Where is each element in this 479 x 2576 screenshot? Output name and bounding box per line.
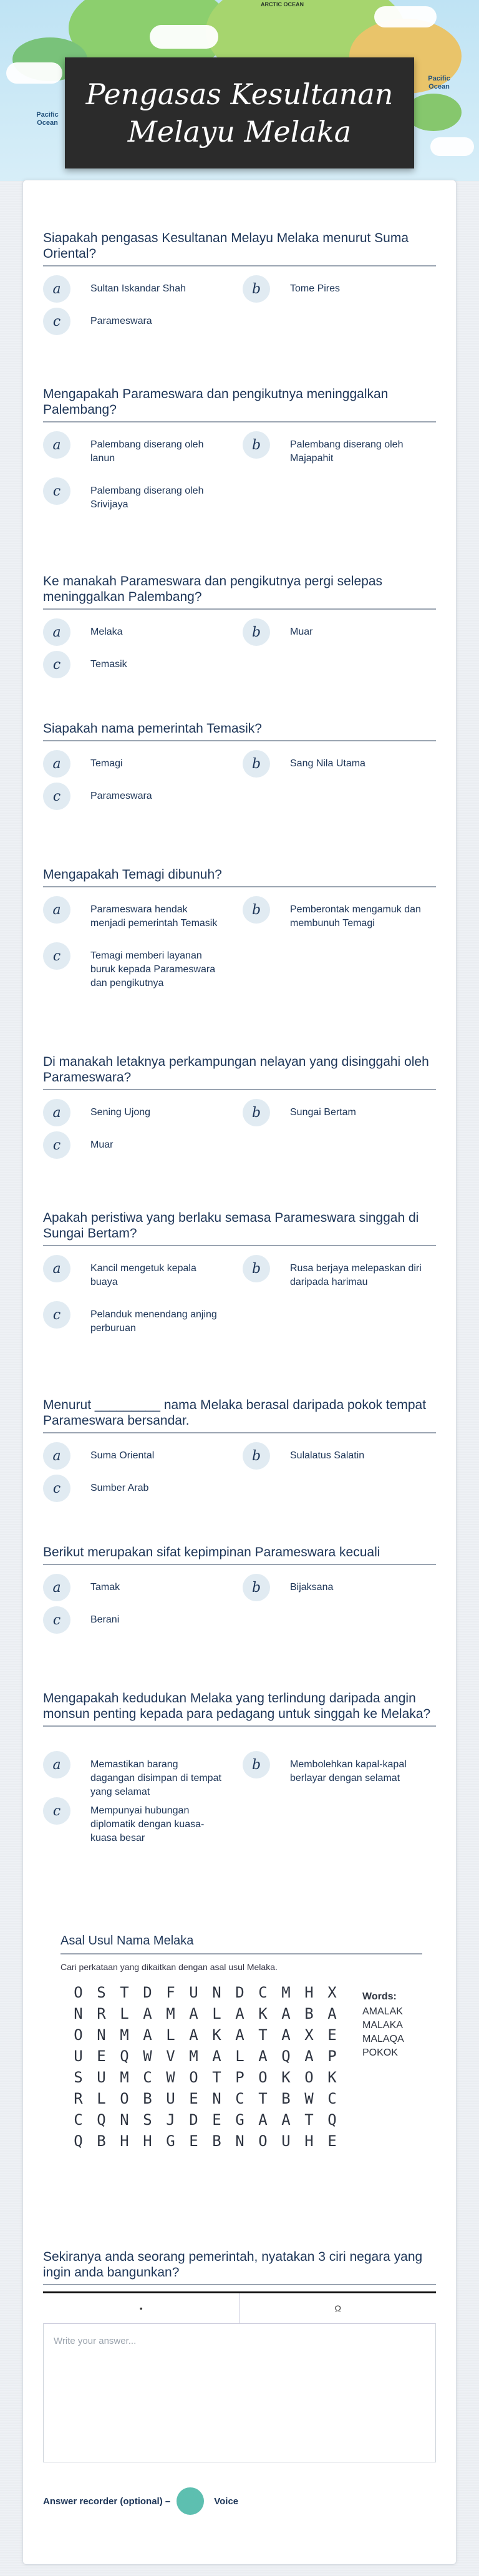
- grid-letter[interactable]: E: [189, 2132, 198, 2150]
- grid-letter[interactable]: Q: [120, 2047, 129, 2065]
- question-block: [43, 230, 436, 329]
- answer-option-c[interactable]: [43, 942, 224, 990]
- page-title: Pengasas Kesultanan Melayu Melaka: [85, 77, 394, 149]
- question-block: [43, 721, 436, 804]
- grid-letter[interactable]: A: [235, 2026, 244, 2044]
- option-text: Parameswara: [90, 791, 152, 801]
- grid-row: [67, 2111, 344, 2132]
- grid-letter[interactable]: L: [120, 2005, 129, 2022]
- word-item: MALAKA: [362, 2020, 403, 2031]
- ocean-label: Pacific Ocean: [36, 111, 59, 127]
- grid-letter[interactable]: W: [143, 2047, 152, 2065]
- grid-letter[interactable]: V: [166, 2047, 175, 2065]
- grid-letter[interactable]: P: [327, 2047, 337, 2065]
- cloud-icon: [6, 62, 62, 84]
- grid-letter[interactable]: K: [258, 2005, 268, 2022]
- option-letter-badge: a: [43, 1255, 70, 1282]
- question-block: [43, 1397, 436, 1496]
- grid-letter[interactable]: D: [189, 2111, 198, 2129]
- option-text: Bijaksana: [290, 1582, 334, 1593]
- option-letter-badge: b: [243, 431, 270, 459]
- option-letter-badge: b: [243, 1255, 270, 1282]
- option-letter-badge: a: [43, 1442, 70, 1470]
- option-text: Sang Nila Utama: [290, 758, 365, 769]
- option-letter-badge: a: [43, 618, 70, 646]
- grid-letter[interactable]: N: [74, 2005, 83, 2022]
- option-letter-badge: c: [43, 1606, 70, 1634]
- grid-letter[interactable]: L: [97, 2090, 106, 2107]
- grid-row: [67, 1984, 344, 2005]
- grid-letter[interactable]: U: [281, 2132, 291, 2150]
- grid-letter[interactable]: M: [166, 2005, 175, 2022]
- grid-letter[interactable]: C: [235, 2090, 244, 2107]
- option-text: Kancil mengetuk kepala buaya: [90, 1263, 196, 1287]
- grid-letter[interactable]: U: [97, 2069, 106, 2086]
- answer-option-a[interactable]: [43, 275, 224, 303]
- option-text: Temagi memberi layanan buruk kepada Parameswara dan pengikutnya: [90, 950, 216, 988]
- option-letter-badge: c: [43, 651, 70, 678]
- grid-letter[interactable]: H: [120, 2132, 129, 2150]
- question-text: Mengapakah Parameswara dan pengikutnya meninggalkan Palembang?: [43, 387, 389, 417]
- grid-letter[interactable]: A: [304, 2047, 314, 2065]
- grid-letter[interactable]: A: [189, 2026, 198, 2044]
- question-block: [43, 867, 436, 988]
- answer-option-a[interactable]: [43, 1751, 224, 1799]
- option-letter-badge: a: [43, 1751, 70, 1778]
- question-block: [43, 386, 436, 510]
- option-letter-badge: c: [43, 308, 70, 335]
- record-voice-button[interactable]: [177, 2487, 204, 2515]
- divider: [43, 1089, 436, 1090]
- grid-letter[interactable]: P: [235, 2069, 244, 2086]
- answer-option-c[interactable]: [43, 1797, 224, 1845]
- answer-option-a[interactable]: [43, 750, 224, 778]
- option-letter-badge: c: [43, 1797, 70, 1825]
- divider: [43, 421, 436, 422]
- letter-grid[interactable]: [67, 1984, 344, 2154]
- grid-letter[interactable]: E: [212, 2111, 221, 2129]
- grid-letter[interactable]: C: [74, 2111, 83, 2129]
- grid-letter[interactable]: H: [304, 1984, 314, 2001]
- grid-letter[interactable]: O: [74, 1984, 83, 2001]
- answer-textarea[interactable]: [43, 2323, 436, 2462]
- divider: [43, 1725, 436, 1727]
- answer-option-c[interactable]: [43, 1475, 224, 1502]
- answer-option-b[interactable]: [243, 618, 423, 646]
- option-text: Muar: [90, 1139, 114, 1150]
- grid-letter[interactable]: R: [97, 2005, 106, 2022]
- grid-letter[interactable]: T: [258, 2090, 268, 2107]
- open-question: [43, 2249, 436, 2285]
- grid-letter[interactable]: T: [304, 2111, 314, 2129]
- question-text: Menurut _________ nama Melaka berasal daripada pokok tempat Parameswara bersandar.: [43, 1398, 427, 1428]
- grid-letter[interactable]: B: [281, 2090, 291, 2107]
- answer-option-b[interactable]: [243, 750, 423, 778]
- grid-row: [67, 2132, 344, 2154]
- grid-letter[interactable]: A: [258, 2111, 268, 2129]
- grid-row: [67, 2047, 344, 2069]
- ocean-label: Pacific Ocean: [428, 75, 450, 90]
- word-item: AMALAK: [362, 2006, 403, 2017]
- grid-row: [67, 2090, 344, 2111]
- divider: [43, 1245, 436, 1246]
- editor-toolbar: [43, 2291, 436, 2324]
- grid-letter[interactable]: A: [189, 2005, 198, 2022]
- option-text: Palembang diserang oleh lanun: [90, 439, 204, 464]
- question-text: Sekiranya anda seorang pemerintah, nyatakan 3 ciri negara yang ingin anda bangunkan?: [43, 2250, 423, 2280]
- grid-letter[interactable]: A: [235, 2005, 244, 2022]
- option-text: Pelanduk menendang anjing perburuan: [90, 1309, 217, 1334]
- grid-letter[interactable]: W: [166, 2069, 175, 2086]
- grid-letter[interactable]: Q: [281, 2047, 291, 2065]
- grid-letter[interactable]: A: [281, 2005, 291, 2022]
- option-letter-badge: b: [243, 1574, 270, 1601]
- option-letter-badge: a: [43, 1099, 70, 1126]
- grid-letter[interactable]: A: [143, 2026, 152, 2044]
- option-letter-badge: a: [43, 1574, 70, 1601]
- option-letter-badge: b: [243, 618, 270, 646]
- grid-letter[interactable]: L: [166, 2026, 175, 2044]
- grid-letter[interactable]: O: [304, 2069, 314, 2086]
- divider: [43, 608, 436, 610]
- answer-option-a[interactable]: [43, 1099, 224, 1126]
- option-text: Sening Ujong: [90, 1107, 151, 1118]
- option-text: Suma Oriental: [90, 1450, 155, 1461]
- bullet-list-button[interactable]: •: [139, 2303, 143, 2313]
- word-list-label: Words:: [362, 1991, 397, 2002]
- header-banner: [0, 0, 479, 181]
- grid-letter[interactable]: X: [327, 1984, 337, 2001]
- grid-letter[interactable]: H: [304, 2132, 314, 2150]
- answer-option-b[interactable]: [243, 1255, 423, 1289]
- answer-option-c[interactable]: [43, 1301, 224, 1335]
- grid-letter[interactable]: N: [235, 2132, 244, 2150]
- grid-letter[interactable]: B: [212, 2132, 221, 2150]
- word-item: MALAQA: [362, 2034, 404, 2044]
- grid-letter[interactable]: B: [143, 2090, 152, 2107]
- grid-letter[interactable]: L: [235, 2047, 244, 2065]
- option-text: Sultan Iskandar Shah: [90, 283, 186, 294]
- grid-letter[interactable]: R: [74, 2090, 83, 2107]
- grid-letter[interactable]: A: [281, 2026, 291, 2044]
- word-list: [362, 1991, 404, 2060]
- answer-option-a[interactable]: [43, 431, 224, 466]
- grid-letter[interactable]: X: [304, 2026, 314, 2044]
- word-search-hint: Cari perkataan yang dikaitkan dengan asal usul Melaka.: [60, 1962, 278, 1972]
- grid-letter[interactable]: G: [166, 2132, 175, 2150]
- grid-letter[interactable]: K: [281, 2069, 291, 2086]
- divider: [60, 1953, 422, 1954]
- grid-letter[interactable]: D: [235, 1984, 244, 2001]
- grid-letter[interactable]: A: [327, 2005, 337, 2022]
- option-letter-badge: b: [243, 896, 270, 924]
- option-text: Sungai Bertam: [290, 1107, 356, 1118]
- option-text: Muar: [290, 627, 313, 637]
- answer-option-c[interactable]: [43, 1131, 224, 1159]
- grid-letter[interactable]: E: [327, 2026, 337, 2044]
- grid-letter[interactable]: B: [97, 2132, 106, 2150]
- word-search: [60, 1934, 435, 2150]
- grid-letter[interactable]: C: [258, 1984, 268, 2001]
- answer-placeholder: Write your answer...: [54, 2336, 137, 2346]
- grid-letter[interactable]: O: [258, 2132, 268, 2150]
- option-letter-badge: b: [243, 275, 270, 303]
- worksheet: [22, 180, 457, 2565]
- grid-letter[interactable]: J: [166, 2111, 175, 2129]
- option-text: Rusa berjaya melepaskan diri daripada harimau: [290, 1263, 422, 1287]
- grid-letter[interactable]: A: [143, 2005, 152, 2022]
- answer-option-c[interactable]: [43, 651, 224, 678]
- grid-letter[interactable]: A: [258, 2047, 268, 2065]
- answer-option-c[interactable]: [43, 308, 224, 335]
- option-text: Palembang diserang oleh Srivijaya: [90, 485, 204, 510]
- answer-option-b[interactable]: [243, 431, 423, 466]
- question-text: Mengapakah kedudukan Melaka yang terlindung daripada angin monsun penting kepada para pedagang untuk singgah ke Melaka?: [43, 1691, 431, 1721]
- divider: [43, 1432, 436, 1433]
- answer-option-a[interactable]: [43, 618, 224, 646]
- grid-letter[interactable]: D: [143, 1984, 152, 2001]
- grid-letter[interactable]: C: [327, 2090, 337, 2107]
- cloud-icon: [430, 137, 474, 156]
- question-block: [43, 1690, 436, 1843]
- grid-letter[interactable]: M: [281, 1984, 291, 2001]
- grid-letter[interactable]: N: [120, 2111, 129, 2129]
- question-block: [43, 1544, 436, 1628]
- answer-recorder: [43, 2487, 238, 2515]
- grid-letter[interactable]: S: [74, 2069, 83, 2086]
- option-text: Membolehkan kapal-kapal berlayar dengan selamat: [290, 1759, 407, 1783]
- option-text: Temagi: [90, 758, 123, 769]
- option-letter-badge: b: [243, 1751, 270, 1778]
- question-text: Apakah peristiwa yang berlaku semasa Parameswara singgah di Sungai Bertam?: [43, 1211, 419, 1241]
- answer-option-b[interactable]: [243, 1751, 423, 1785]
- map-label: ARCTIC OCEAN: [261, 1, 304, 7]
- answer-option-b[interactable]: [243, 1442, 423, 1470]
- answer-option-a[interactable]: [43, 1574, 224, 1601]
- answer-option-b[interactable]: [243, 1574, 423, 1601]
- grid-letter[interactable]: U: [74, 2047, 83, 2065]
- answer-option-b[interactable]: [243, 1099, 423, 1126]
- grid-letter[interactable]: Q: [74, 2132, 83, 2150]
- option-letter-badge: b: [243, 750, 270, 778]
- option-letter-badge: a: [43, 275, 70, 303]
- grid-letter[interactable]: E: [189, 2090, 198, 2107]
- word-search-title: Asal Usul Nama Melaka: [60, 1934, 194, 1948]
- answer-option-c[interactable]: [43, 783, 224, 810]
- grid-letter[interactable]: E: [327, 2132, 337, 2150]
- option-text: Palembang diserang oleh Majapahit: [290, 439, 404, 464]
- grid-letter[interactable]: K: [327, 2069, 337, 2086]
- divider: [43, 740, 436, 741]
- grid-row: [67, 2005, 344, 2026]
- grid-letter[interactable]: W: [304, 2090, 314, 2107]
- grid-letter[interactable]: C: [143, 2069, 152, 2086]
- question-text: Siapakah nama pemerintah Temasik?: [43, 721, 262, 736]
- option-text: Tome Pires: [290, 283, 341, 294]
- answer-option-a[interactable]: [43, 1442, 224, 1470]
- grid-letter[interactable]: B: [304, 2005, 314, 2022]
- option-letter-badge: c: [43, 783, 70, 810]
- voice-label: Voice: [214, 2496, 239, 2507]
- option-letter-badge: a: [43, 896, 70, 924]
- grid-letter[interactable]: T: [258, 2026, 268, 2044]
- grid-letter[interactable]: N: [212, 1984, 221, 2001]
- grid-letter[interactable]: Q: [97, 2111, 106, 2129]
- grid-letter[interactable]: T: [120, 1984, 129, 2001]
- grid-letter[interactable]: K: [212, 2026, 221, 2044]
- grid-letter[interactable]: U: [189, 1984, 198, 2001]
- option-text: Sulalatus Salatin: [290, 1450, 365, 1461]
- grid-letter[interactable]: A: [281, 2111, 291, 2129]
- option-letter-badge: c: [43, 1475, 70, 1502]
- grid-letter[interactable]: O: [74, 2026, 83, 2044]
- grid-letter[interactable]: Q: [327, 2111, 337, 2129]
- answer-option-a[interactable]: [43, 896, 224, 930]
- option-text: Pemberontak mengamuk dan membunuh Temagi: [290, 904, 421, 929]
- question-block: [43, 573, 436, 673]
- answer-option-c[interactable]: [43, 477, 224, 512]
- option-letter-badge: c: [43, 1131, 70, 1159]
- option-text: Mempunyai hubungan diplomatik dengan kuasa-kuasa besar: [90, 1805, 205, 1843]
- grid-letter[interactable]: N: [97, 2026, 106, 2044]
- option-text: Berani: [90, 1614, 120, 1625]
- option-text: Tamak: [90, 1582, 120, 1593]
- grid-letter[interactable]: A: [212, 2047, 221, 2065]
- option-text: Sumber Arab: [90, 1483, 149, 1493]
- divider: [43, 265, 436, 266]
- grid-letter[interactable]: U: [166, 2090, 175, 2107]
- grid-letter[interactable]: E: [97, 2047, 106, 2065]
- grid-letter[interactable]: M: [189, 2047, 198, 2065]
- grid-letter[interactable]: O: [120, 2090, 129, 2107]
- question-block: [43, 1210, 436, 1334]
- divider: [43, 1564, 436, 1565]
- question-text: Berikut merupakan sifat kepimpinan Parameswara kecuali: [43, 1545, 380, 1559]
- option-text: Parameswara: [90, 316, 152, 326]
- cloud-icon: [150, 25, 218, 49]
- question-text: Ke manakah Parameswara dan pengikutnya pergi selepas meninggalkan Palembang?: [43, 574, 383, 604]
- answer-option-b[interactable]: [243, 275, 423, 303]
- grid-letter[interactable]: O: [189, 2069, 198, 2086]
- grid-letter[interactable]: S: [97, 1984, 106, 2001]
- option-letter-badge: a: [43, 431, 70, 459]
- option-letter-badge: c: [43, 1301, 70, 1329]
- option-text: Temasik: [90, 659, 127, 670]
- option-text: Memastikan barang dagangan disimpan di tempat yang selamat: [90, 1759, 221, 1797]
- grid-letter[interactable]: G: [235, 2111, 244, 2129]
- cloud-icon: [374, 6, 437, 27]
- grid-letter[interactable]: M: [120, 2069, 129, 2086]
- option-letter-badge: b: [243, 1442, 270, 1470]
- option-text: Melaka: [90, 627, 123, 637]
- question-text: Di manakah letaknya perkampungan nelayan yang disinggahi oleh Parameswara?: [43, 1055, 429, 1085]
- option-letter-badge: c: [43, 942, 70, 970]
- grid-letter[interactable]: N: [212, 2090, 221, 2107]
- option-letter-badge: a: [43, 750, 70, 778]
- option-text: Parameswara hendak menjadi pemerintah Temasik: [90, 904, 218, 929]
- question-block: [43, 1054, 436, 1153]
- answer-option-b[interactable]: [243, 896, 423, 930]
- special-character-button[interactable]: Ω: [240, 2293, 437, 2323]
- question-text: Mengapakah Temagi dibunuh?: [43, 867, 222, 882]
- grid-letter[interactable]: L: [212, 2005, 221, 2022]
- grid-letter[interactable]: S: [143, 2111, 152, 2129]
- grid-row: [67, 2026, 344, 2047]
- grid-letter[interactable]: F: [166, 1984, 175, 2001]
- grid-letter[interactable]: O: [258, 2069, 268, 2086]
- question-text: Siapakah pengasas Kesultanan Melayu Melaka menurut Suma Oriental?: [43, 231, 409, 261]
- grid-letter[interactable]: M: [120, 2026, 129, 2044]
- word-item: POKOK: [362, 2047, 398, 2058]
- option-letter-badge: b: [243, 1099, 270, 1126]
- option-letter-badge: c: [43, 477, 70, 505]
- recorder-label: Answer recorder (optional) –: [43, 2496, 171, 2507]
- answer-option-c[interactable]: [43, 1606, 224, 1634]
- title-card: [65, 57, 414, 168]
- grid-letter[interactable]: T: [212, 2069, 221, 2086]
- divider: [43, 886, 436, 887]
- grid-row: [67, 2069, 344, 2090]
- answer-option-a[interactable]: [43, 1255, 224, 1289]
- grid-letter[interactable]: H: [143, 2132, 152, 2150]
- divider: [43, 2284, 436, 2285]
